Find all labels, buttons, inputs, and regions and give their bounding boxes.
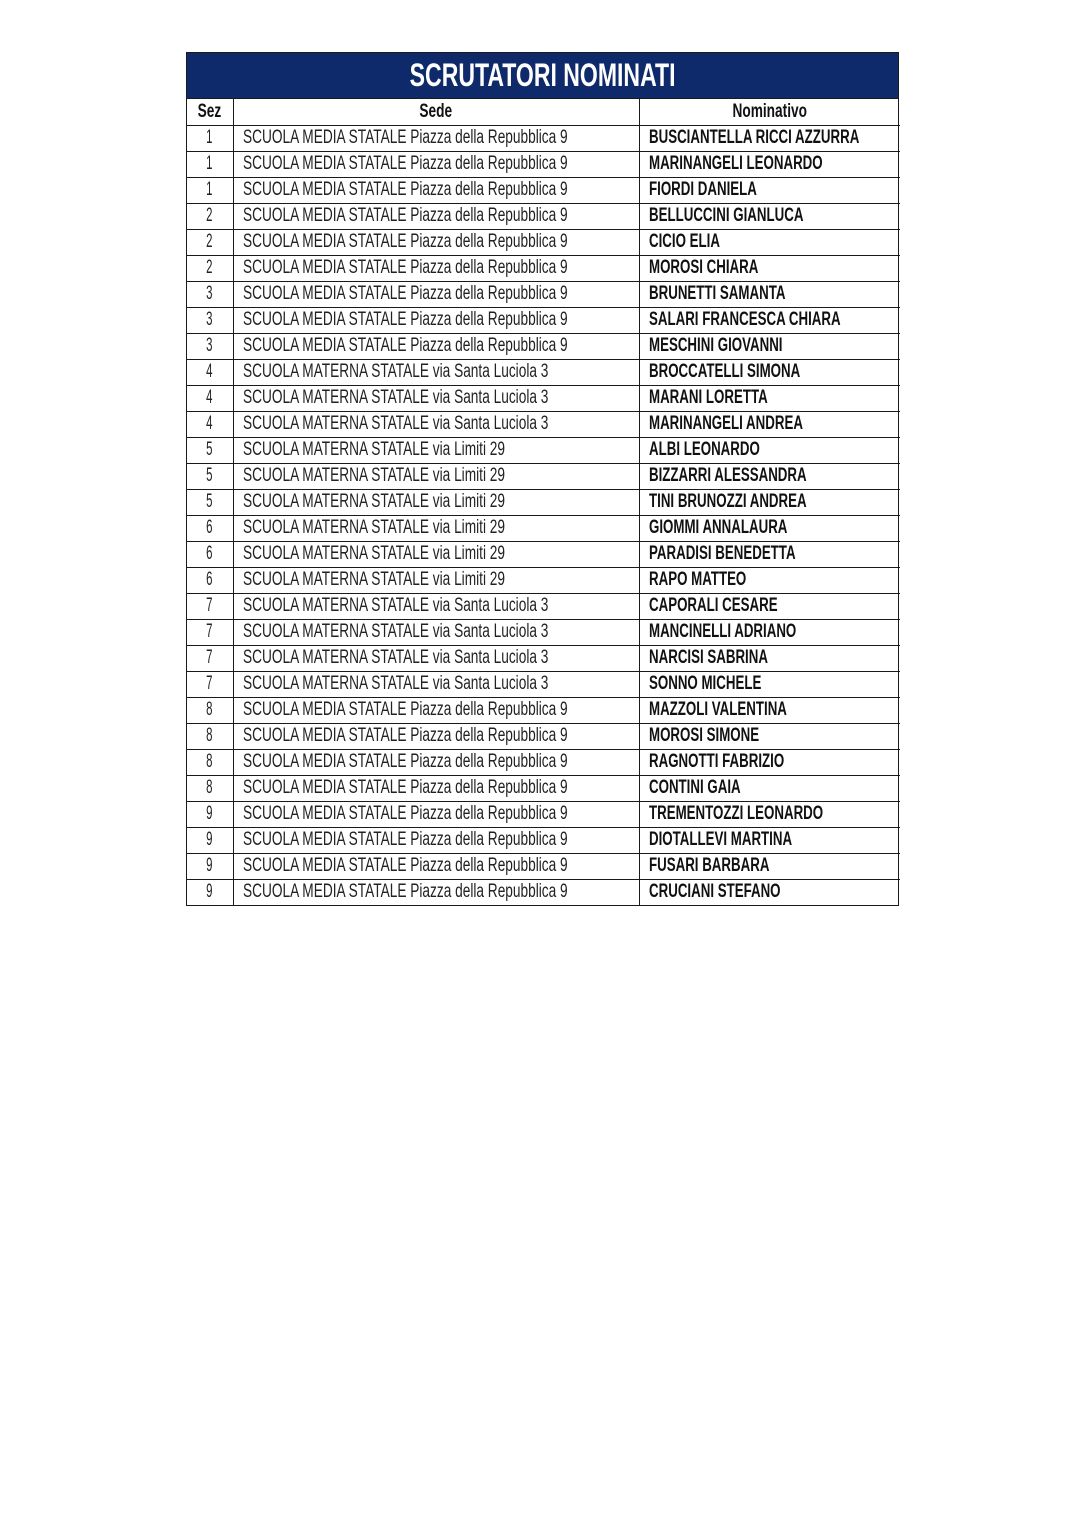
table-row xyxy=(187,801,900,827)
nominativo-cell xyxy=(639,879,900,905)
sezione-cell xyxy=(187,515,233,541)
sede-cell xyxy=(233,385,639,411)
sezione-cell xyxy=(187,853,233,879)
sede-cell xyxy=(233,749,639,775)
sezione-cell-text: 9 xyxy=(206,803,213,824)
sezione-cell xyxy=(187,177,233,203)
nominativo-cell xyxy=(639,151,900,177)
sede-cell-text: SCUOLA MEDIA STATALE Piazza della Repubblica 9 xyxy=(242,309,568,330)
nominativo-cell xyxy=(639,697,900,723)
sede-cell-text: SCUOLA MEDIA STATALE Piazza della Repubblica 9 xyxy=(242,231,568,252)
nominativo-cell-text: CRUCIANI STEFANO xyxy=(648,881,781,903)
nominativo-cell-text: CICIO ELIA xyxy=(648,231,720,252)
sezione-cell xyxy=(187,749,233,775)
table-row xyxy=(187,749,900,775)
sezione-cell xyxy=(187,203,233,229)
sede-cell-text: SCUOLA MATERNA STATALE via Limiti 29 xyxy=(242,517,505,538)
sezione-cell-text: 2 xyxy=(206,231,213,252)
sezione-cell-text: 7 xyxy=(206,595,213,616)
sezione-cell-text: 6 xyxy=(206,517,213,538)
sede-cell-text: SCUOLA MEDIA STATALE Piazza della Repubblica 9 xyxy=(242,699,568,720)
sede-cell xyxy=(233,125,639,151)
sede-cell xyxy=(233,567,639,593)
sezione-cell xyxy=(187,229,233,255)
nominativo-cell-text: SONNO MICHELE xyxy=(648,673,761,694)
sede-cell-text: SCUOLA MEDIA STATALE Piazza della Repubblica 9 xyxy=(242,127,568,148)
nominativo-cell xyxy=(639,359,900,385)
column-header-sede xyxy=(233,99,639,125)
table-row xyxy=(187,437,900,463)
nominativo-cell-text: MESCHINI GIOVANNI xyxy=(648,335,783,356)
sede-cell xyxy=(233,593,639,619)
column-header-nominativo xyxy=(639,99,900,125)
sede-cell xyxy=(233,619,639,645)
sede-cell xyxy=(233,697,639,723)
sezione-cell-text: 1 xyxy=(206,153,213,174)
table-row xyxy=(187,411,900,437)
sezione-cell xyxy=(187,775,233,801)
table-row xyxy=(187,385,900,411)
table-row xyxy=(187,203,900,229)
nominativo-cell xyxy=(639,801,900,827)
column-header-label: Nominativo xyxy=(732,100,807,122)
nominativo-cell xyxy=(639,333,900,359)
sezione-cell xyxy=(187,463,233,489)
table-row xyxy=(187,255,900,281)
nominativo-cell xyxy=(639,203,900,229)
nominativo-cell-text: CAPORALI CESARE xyxy=(648,595,778,616)
sezione-cell xyxy=(187,593,233,619)
sezione-cell xyxy=(187,307,233,333)
sezione-cell xyxy=(187,541,233,567)
nominativo-cell-text: BELLUCCINI GIANLUCA xyxy=(648,205,803,226)
nominativo-cell-text: GIOMMI ANNALAURA xyxy=(648,517,787,538)
sede-cell xyxy=(233,489,639,515)
table-body xyxy=(187,125,900,905)
nominativo-cell xyxy=(639,385,900,411)
nominativo-cell xyxy=(639,437,900,463)
sede-cell xyxy=(233,333,639,359)
nominativo-cell-text: MAZZOLI VALENTINA xyxy=(648,699,787,720)
nominativo-cell xyxy=(639,281,900,307)
table-row xyxy=(187,463,900,489)
sezione-cell-text: 8 xyxy=(206,777,213,798)
table-row xyxy=(187,775,900,801)
sezione-cell xyxy=(187,645,233,671)
sezione-cell-text: 2 xyxy=(206,257,213,278)
nominativo-cell-text: MOROSI CHIARA xyxy=(648,257,758,278)
table-header-row xyxy=(187,99,900,125)
sezione-cell xyxy=(187,697,233,723)
nominativo-cell-text: SALARI FRANCESCA CHIARA xyxy=(648,309,841,330)
nominativo-cell-text: RAPO MATTEO xyxy=(648,569,746,590)
nominativo-cell xyxy=(639,827,900,853)
sezione-cell-text: 7 xyxy=(206,621,213,642)
sede-cell xyxy=(233,853,639,879)
sezione-cell xyxy=(187,879,233,905)
nominativo-cell xyxy=(639,463,900,489)
nominativo-cell-text: BRUNETTI SAMANTA xyxy=(648,283,785,304)
table-row xyxy=(187,281,900,307)
nominativo-cell-text: ALBI LEONARDO xyxy=(648,439,760,460)
sezione-cell-text: 9 xyxy=(206,829,213,850)
sede-cell-text: SCUOLA MEDIA STATALE Piazza della Repubblica 9 xyxy=(242,725,568,746)
sede-cell xyxy=(233,307,639,333)
sede-cell xyxy=(233,541,639,567)
sezione-cell-text: 1 xyxy=(206,127,213,148)
nominativo-cell xyxy=(639,177,900,203)
sede-cell xyxy=(233,255,639,281)
sede-cell-text: SCUOLA MEDIA STATALE Piazza della Repubblica 9 xyxy=(242,855,568,876)
table-row xyxy=(187,879,900,905)
nominativo-cell xyxy=(639,411,900,437)
sede-cell-text: SCUOLA MATERNA STATALE via Santa Luciola 3 xyxy=(242,361,548,382)
sede-cell-text: SCUOLA MEDIA STATALE Piazza della Repubblica 9 xyxy=(242,803,568,824)
nominativo-cell-text: PARADISI BENEDETTA xyxy=(648,543,796,564)
nominativo-cell-text: RAGNOTTI FABRIZIO xyxy=(648,751,784,772)
nominativo-cell xyxy=(639,671,900,697)
sezione-cell xyxy=(187,125,233,151)
sede-cell xyxy=(233,151,639,177)
nominativo-cell-text: MOROSI SIMONE xyxy=(648,725,759,746)
sede-cell-text: SCUOLA MEDIA STATALE Piazza della Repubblica 9 xyxy=(242,751,568,772)
sezione-cell-text: 2 xyxy=(206,205,213,226)
table-row xyxy=(187,723,900,749)
nominativo-cell-text: MARINANGELI LEONARDO xyxy=(648,153,823,174)
sede-cell-text: SCUOLA MEDIA STATALE Piazza della Repubblica 9 xyxy=(242,257,568,278)
nominativo-cell-text: MARINANGELI ANDREA xyxy=(648,413,803,434)
column-header-sez xyxy=(187,99,233,125)
nominativo-cell-text: CONTINI GAIA xyxy=(648,777,741,798)
sezione-cell xyxy=(187,619,233,645)
sede-cell xyxy=(233,723,639,749)
nominativo-cell xyxy=(639,541,900,567)
title-bar xyxy=(187,53,898,99)
nominativo-cell-text: BIZZARRI ALESSANDRA xyxy=(648,465,807,486)
sede-cell-text: SCUOLA MATERNA STATALE via Santa Luciola 3 xyxy=(242,413,548,434)
sezione-cell xyxy=(187,385,233,411)
sede-cell-text: SCUOLA MATERNA STATALE via Limiti 29 xyxy=(242,491,505,512)
sezione-cell-text: 4 xyxy=(206,361,213,382)
sezione-cell xyxy=(187,827,233,853)
sezione-cell-text: 3 xyxy=(206,309,213,330)
sezione-cell xyxy=(187,281,233,307)
sezione-cell-text: 3 xyxy=(206,283,213,304)
sede-cell-text: SCUOLA MATERNA STATALE via Santa Luciola 3 xyxy=(242,595,548,616)
table-row xyxy=(187,151,900,177)
sezione-cell-text: 6 xyxy=(206,569,213,590)
nominativo-cell xyxy=(639,255,900,281)
table-row xyxy=(187,619,900,645)
nominativo-cell-text: FUSARI BARBARA xyxy=(648,855,769,876)
sezione-cell xyxy=(187,567,233,593)
sezione-cell-text: 6 xyxy=(206,543,213,564)
nominativo-cell xyxy=(639,593,900,619)
nominativo-cell xyxy=(639,723,900,749)
sede-cell-text: SCUOLA MATERNA STATALE via Limiti 29 xyxy=(242,465,505,486)
sezione-cell xyxy=(187,411,233,437)
sezione-cell-text: 9 xyxy=(206,855,213,876)
sezione-cell xyxy=(187,359,233,385)
table-row xyxy=(187,593,900,619)
sezione-cell-text: 3 xyxy=(206,335,213,356)
table-row xyxy=(187,853,900,879)
nominativo-cell xyxy=(639,125,900,151)
sede-cell-text: SCUOLA MATERNA STATALE via Santa Luciola 3 xyxy=(242,673,548,694)
sezione-cell-text: 5 xyxy=(206,465,213,486)
sede-cell xyxy=(233,281,639,307)
sede-cell xyxy=(233,177,639,203)
sezione-cell-text: 7 xyxy=(206,673,213,694)
nominativo-cell-text: MANCINELLI ADRIANO xyxy=(648,621,796,642)
sede-cell-text: SCUOLA MEDIA STATALE Piazza della Repubblica 9 xyxy=(242,777,568,798)
sezione-cell-text: 1 xyxy=(206,179,213,200)
sede-cell xyxy=(233,645,639,671)
nominativo-cell-text: BROCCATELLI SIMONA xyxy=(648,361,800,382)
nominativo-cell xyxy=(639,515,900,541)
table-row xyxy=(187,645,900,671)
sede-cell-text: SCUOLA MEDIA STATALE Piazza della Repubblica 9 xyxy=(242,829,568,850)
nominativo-cell-text: BUSCIANTELLA RICCI AZZURRA xyxy=(648,127,859,148)
scrutatori-table-sheet xyxy=(186,52,899,906)
sede-cell-text: SCUOLA MATERNA STATALE via Santa Luciola 3 xyxy=(242,647,548,668)
sede-cell xyxy=(233,827,639,853)
sede-cell-text: SCUOLA MATERNA STATALE via Limiti 29 xyxy=(242,543,505,564)
sezione-cell-text: 8 xyxy=(206,699,213,720)
nominativo-cell-text: NARCISI SABRINA xyxy=(648,647,768,668)
nominativo-cell xyxy=(639,775,900,801)
nominativo-cell xyxy=(639,229,900,255)
table-row xyxy=(187,541,900,567)
sede-cell-text: SCUOLA MATERNA STATALE via Limiti 29 xyxy=(242,569,505,590)
sede-cell-text: SCUOLA MEDIA STATALE Piazza della Repubblica 9 xyxy=(242,881,568,903)
sede-cell-text: SCUOLA MEDIA STATALE Piazza della Repubblica 9 xyxy=(242,283,568,304)
nominativo-cell xyxy=(639,489,900,515)
sezione-cell-text: 8 xyxy=(206,751,213,772)
table-row xyxy=(187,489,900,515)
sede-cell-text: SCUOLA MEDIA STATALE Piazza della Repubblica 9 xyxy=(242,335,568,356)
nominativo-cell xyxy=(639,307,900,333)
nominativo-cell xyxy=(639,619,900,645)
page-title: SCRUTATORI NOMINATI xyxy=(409,57,676,93)
table-row xyxy=(187,359,900,385)
nominativo-cell xyxy=(639,645,900,671)
sede-cell xyxy=(233,775,639,801)
sezione-cell-text: 5 xyxy=(206,491,213,512)
sede-cell xyxy=(233,437,639,463)
sede-cell xyxy=(233,411,639,437)
sezione-cell xyxy=(187,489,233,515)
sede-cell-text: SCUOLA MATERNA STATALE via Santa Luciola 3 xyxy=(242,621,548,642)
sede-cell xyxy=(233,359,639,385)
sezione-cell-text: 5 xyxy=(206,439,213,460)
sezione-cell xyxy=(187,151,233,177)
nominativo-cell xyxy=(639,749,900,775)
sede-cell xyxy=(233,801,639,827)
column-header-label: Sez xyxy=(197,100,222,122)
nominativo-cell-text: TREMENTOZZI LEONARDO xyxy=(648,803,823,824)
sede-cell-text: SCUOLA MEDIA STATALE Piazza della Repubblica 9 xyxy=(242,179,568,200)
sezione-cell-text: 4 xyxy=(206,387,213,408)
nominativo-cell-text: DIOTALLEVI MARTINA xyxy=(648,829,792,850)
sede-cell xyxy=(233,463,639,489)
sede-cell-text: SCUOLA MEDIA STATALE Piazza della Repubblica 9 xyxy=(242,153,568,174)
table-row xyxy=(187,229,900,255)
table-row xyxy=(187,515,900,541)
sezione-cell xyxy=(187,437,233,463)
table-row xyxy=(187,827,900,853)
sezione-cell xyxy=(187,801,233,827)
sezione-cell-text: 8 xyxy=(206,725,213,746)
sede-cell xyxy=(233,879,639,905)
sede-cell xyxy=(233,229,639,255)
sede-cell-text: SCUOLA MATERNA STATALE via Limiti 29 xyxy=(242,439,505,460)
table-row xyxy=(187,307,900,333)
table-row xyxy=(187,697,900,723)
table-row xyxy=(187,671,900,697)
table-row xyxy=(187,567,900,593)
nominativo-cell xyxy=(639,853,900,879)
sezione-cell xyxy=(187,671,233,697)
sede-cell-text: SCUOLA MEDIA STATALE Piazza della Repubblica 9 xyxy=(242,205,568,226)
table-row xyxy=(187,177,900,203)
sede-cell-text: SCUOLA MATERNA STATALE via Santa Luciola 3 xyxy=(242,387,548,408)
column-header-label: Sede xyxy=(419,100,453,122)
table-row xyxy=(187,125,900,151)
sezione-cell xyxy=(187,255,233,281)
sezione-cell-text: 7 xyxy=(206,647,213,668)
sezione-cell xyxy=(187,333,233,359)
table-row xyxy=(187,333,900,359)
sezione-cell xyxy=(187,723,233,749)
sezione-cell-text: 9 xyxy=(206,881,213,903)
nominativo-cell-text: MARANI LORETTA xyxy=(648,387,768,408)
nominativo-cell-text: FIORDI DANIELA xyxy=(648,179,757,200)
scrutatori-table xyxy=(187,99,900,905)
sede-cell xyxy=(233,515,639,541)
nominativo-cell xyxy=(639,567,900,593)
sede-cell xyxy=(233,671,639,697)
sezione-cell-text: 4 xyxy=(206,413,213,434)
nominativo-cell-text: TINI BRUNOZZI ANDREA xyxy=(648,491,807,512)
sede-cell xyxy=(233,203,639,229)
